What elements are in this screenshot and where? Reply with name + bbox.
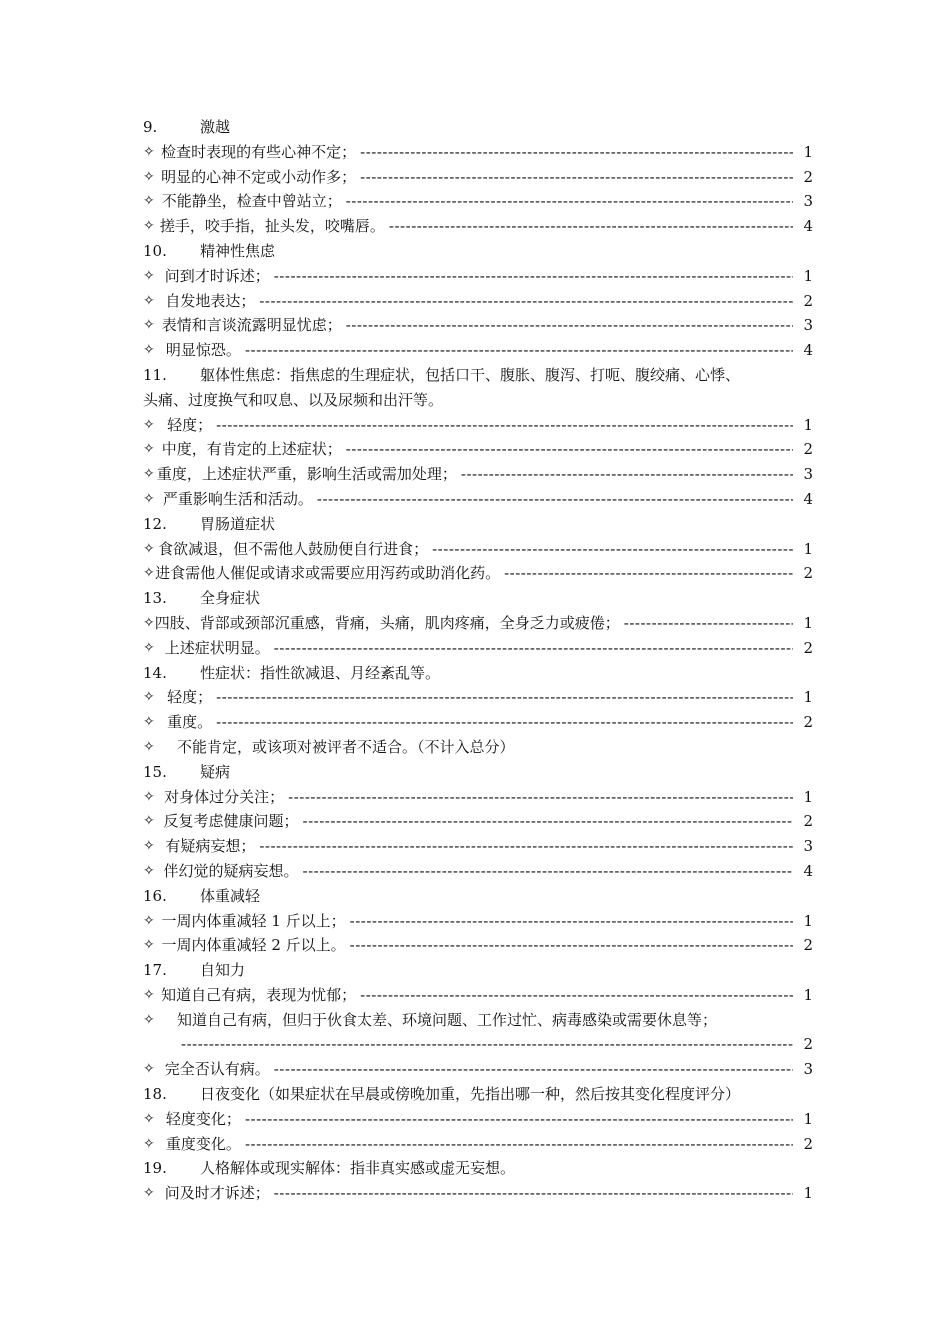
section-number: 14.	[143, 663, 167, 682]
item-score: 2	[803, 291, 813, 310]
item-score: 1	[803, 985, 813, 1004]
section-heading	[143, 1082, 813, 1107]
list-item	[143, 487, 813, 512]
dotted-leader	[356, 140, 793, 165]
section-number: 19.	[143, 1159, 167, 1178]
item-text: 一周内体重减轻 2 斤以上。	[161, 936, 346, 955]
item-score: 2	[803, 167, 813, 186]
item-score: 4	[803, 217, 813, 236]
section-title: 疑病	[200, 762, 231, 781]
dotted-leader	[270, 1057, 793, 1082]
item-text: 知道自己有病，但归于伙食太差、环境问题、工作过忙、病毒感染或需要休息等；	[177, 1010, 718, 1029]
item-text: 重度。	[167, 713, 213, 732]
dotted-leader	[428, 537, 793, 562]
item-score: 1	[803, 266, 813, 285]
item-text: 四肢、背部或颈部沉重感，背痛，头痛，肌肉疼痛，全身乏力或疲倦；	[154, 613, 620, 632]
dotted-leader	[356, 165, 793, 190]
list-item	[143, 189, 813, 214]
list-item	[143, 1181, 813, 1206]
item-text: 问到才时诉述；	[164, 266, 270, 285]
dotted-leader	[299, 809, 793, 834]
section-heading	[143, 363, 813, 388]
item-score: 3	[803, 465, 813, 484]
diamond-bullet-icon: ✧	[143, 540, 155, 557]
item-text: 对身体过分关注；	[164, 787, 285, 806]
diamond-bullet-icon: ✧	[143, 565, 155, 582]
diamond-bullet-icon: ✧	[143, 639, 155, 656]
item-score: 2	[803, 936, 813, 955]
item-text: 严重影响生活和活动。	[162, 489, 313, 508]
diamond-bullet-icon: ✧	[143, 1061, 155, 1078]
item-score: 3	[803, 1060, 813, 1079]
section-heading	[143, 958, 813, 983]
list-item	[143, 785, 813, 810]
item-score: 1	[803, 613, 813, 632]
dotted-leader	[299, 859, 793, 884]
list-item	[143, 1132, 813, 1157]
item-text: 重度，上述症状严重，影响生活或需加处理；	[156, 465, 457, 484]
diamond-bullet-icon: ✧	[143, 689, 155, 706]
dotted-leader	[356, 983, 793, 1008]
list-item	[143, 338, 813, 363]
item-score: 1	[803, 1184, 813, 1203]
diamond-bullet-icon: ✧	[143, 218, 155, 235]
dotted-leader	[212, 685, 793, 710]
diamond-bullet-icon: ✧	[143, 466, 155, 483]
dotted-leader	[241, 1107, 793, 1132]
list-item	[143, 1057, 813, 1082]
item-score: 2	[803, 440, 813, 459]
item-text: 食欲减退，但不需他人鼓励便自行进食；	[158, 539, 429, 558]
dotted-leader	[241, 1132, 793, 1157]
dotted-leader	[313, 487, 793, 512]
diamond-bullet-icon: ✧	[143, 193, 155, 210]
item-score: 4	[803, 861, 813, 880]
section-heading	[143, 239, 813, 264]
item-score: 2	[803, 1134, 813, 1153]
section-number: 12.	[143, 514, 167, 533]
item-text: 自发地表达；	[165, 291, 256, 310]
section-title: 体重减轻	[200, 886, 261, 905]
section-heading	[143, 586, 813, 611]
item-score: 4	[803, 341, 813, 360]
dotted-leader	[342, 437, 793, 462]
item-text: 轻度；	[167, 415, 213, 434]
item-score: 2	[803, 713, 813, 732]
item-score: 4	[803, 489, 813, 508]
list-item	[143, 859, 813, 884]
item-score: 3	[803, 316, 813, 335]
item-text: 检查时表现的有些心神不定；	[161, 142, 357, 161]
list-item	[143, 289, 813, 314]
list-item	[143, 685, 813, 710]
diamond-bullet-icon: ✧	[143, 1135, 155, 1152]
item-text: 中度，有肯定的上述症状；	[161, 440, 342, 459]
item-text: 完全否认有病。	[164, 1060, 270, 1079]
list-item	[143, 710, 813, 735]
item-text: 不能静坐，检查中曾站立；	[161, 192, 342, 211]
item-text: 问及时才诉述；	[164, 1184, 270, 1203]
section-title: 日夜变化（如果症状在早晨或傍晚加重，先指出哪一种，然后按其变化程度评分）	[200, 1085, 741, 1104]
dotted-leader	[177, 1032, 793, 1057]
dotted-leader	[620, 611, 793, 636]
item-text: 知道自己有病，表现为忧郁；	[161, 985, 357, 1004]
section-heading	[143, 1156, 813, 1181]
section-title-continued: 头痛、过度换气和叹息、以及尿频和出汗等。	[143, 390, 444, 409]
dotted-leader	[385, 214, 793, 239]
dotted-leader	[270, 636, 793, 661]
dotted-leader	[500, 561, 793, 586]
section-number: 18.	[143, 1085, 167, 1104]
section-title: 人格解体或现实解体：指非真实感或虚无妄想。	[200, 1159, 516, 1178]
section-heading	[143, 884, 813, 909]
dotted-leader	[255, 834, 793, 859]
item-score: 3	[803, 837, 813, 856]
list-item	[143, 809, 813, 834]
item-score: 1	[803, 911, 813, 930]
dotted-leader	[241, 338, 793, 363]
dotted-leader	[342, 313, 793, 338]
diamond-bullet-icon: ✧	[143, 1110, 155, 1127]
item-text: 伴幻觉的疑病妄想。	[163, 861, 299, 880]
list-item	[143, 537, 813, 562]
list-item	[143, 636, 813, 661]
item-text: 轻度变化；	[165, 1109, 241, 1128]
list-item-continued	[143, 1032, 813, 1057]
diamond-bullet-icon: ✧	[143, 1011, 155, 1028]
section-title: 全身症状	[200, 589, 261, 608]
section-title: 胃肠道症状	[200, 514, 276, 533]
item-text: 重度变化。	[165, 1134, 241, 1153]
dotted-leader	[212, 710, 793, 735]
section-number: 9.	[143, 118, 158, 136]
list-item	[143, 264, 813, 289]
section-title: 精神性焦虑	[200, 241, 276, 260]
list-item	[143, 611, 813, 636]
list-item	[143, 983, 813, 1008]
diamond-bullet-icon: ✧	[143, 738, 155, 755]
section-heading	[143, 512, 813, 537]
diamond-bullet-icon: ✧	[143, 441, 155, 458]
diamond-bullet-icon: ✧	[143, 614, 155, 631]
diamond-bullet-icon: ✧	[143, 862, 155, 879]
dotted-leader	[346, 909, 793, 934]
section-number: 15.	[143, 762, 167, 781]
item-score: 3	[803, 192, 813, 211]
list-item	[143, 1107, 813, 1132]
item-score: 1	[803, 539, 813, 558]
dotted-leader	[342, 189, 793, 214]
section-number: 13.	[143, 589, 167, 608]
item-text: 上述症状明显。	[164, 638, 270, 657]
section-number: 11.	[143, 365, 167, 384]
item-score: 1	[803, 142, 813, 161]
diamond-bullet-icon: ✧	[143, 912, 155, 929]
section-number: 16.	[143, 886, 167, 905]
item-text: 进食需他人催促或请求或需要应用泻药或助消化药。	[155, 564, 501, 583]
dotted-leader	[284, 785, 793, 810]
list-item	[143, 214, 813, 239]
diamond-bullet-icon: ✧	[143, 986, 155, 1003]
item-score: 2	[803, 1035, 813, 1054]
list-item	[143, 561, 813, 586]
diamond-bullet-icon: ✧	[143, 168, 155, 185]
section-heading	[143, 760, 813, 785]
item-text: 表情和言谈流露明显忧虑；	[161, 316, 342, 335]
item-text: 一周内体重减轻 1 斤以上；	[161, 911, 346, 930]
dotted-leader	[270, 1181, 793, 1206]
item-text: 明显的心神不定或小动作多；	[161, 167, 357, 186]
diamond-bullet-icon: ✧	[143, 490, 155, 507]
diamond-bullet-icon: ✧	[143, 838, 155, 855]
document-page	[143, 115, 813, 1206]
section-title: 躯体性焦虑：指焦虑的生理症状，包括口干、腹胀、腹泻、打呃、腹绞痛、心悸、	[200, 365, 741, 384]
list-item	[143, 165, 813, 190]
section-number: 17.	[143, 961, 167, 980]
item-text: 有疑病妄想；	[165, 837, 256, 856]
diamond-bullet-icon: ✧	[143, 714, 155, 731]
section-heading	[143, 661, 813, 686]
diamond-bullet-icon: ✧	[143, 1185, 155, 1202]
item-score: 1	[803, 1109, 813, 1128]
list-item	[143, 462, 813, 487]
list-item	[143, 933, 813, 958]
dotted-leader	[457, 462, 793, 487]
item-text: 明显惊恐。	[165, 341, 241, 360]
section-title: 激越	[200, 118, 231, 136]
dotted-leader	[346, 933, 793, 958]
item-score: 2	[803, 564, 813, 583]
section-title: 自知力	[200, 961, 246, 980]
diamond-bullet-icon: ✧	[143, 292, 155, 309]
dotted-leader	[270, 264, 793, 289]
diamond-bullet-icon: ✧	[143, 813, 155, 830]
section-number: 10.	[143, 241, 167, 260]
diamond-bullet-icon: ✧	[143, 317, 155, 334]
item-score: 1	[803, 787, 813, 806]
item-text: 不能肯定，或该项对被评者不适合。（不计入总分）	[177, 737, 515, 756]
item-score: 1	[803, 415, 813, 434]
list-item	[143, 1008, 813, 1033]
diamond-bullet-icon: ✧	[143, 416, 155, 433]
diamond-bullet-icon: ✧	[143, 267, 155, 284]
list-item	[143, 735, 813, 760]
list-item	[143, 909, 813, 934]
diamond-bullet-icon: ✧	[143, 937, 155, 954]
list-item	[143, 413, 813, 438]
item-text: 轻度；	[167, 688, 213, 707]
diamond-bullet-icon: ✧	[143, 788, 155, 805]
list-item	[143, 437, 813, 462]
item-score: 1	[803, 688, 813, 707]
diamond-bullet-icon: ✧	[143, 342, 155, 359]
item-text: 反复考虑健康问题；	[163, 812, 299, 831]
section-heading	[143, 115, 813, 140]
dotted-leader	[255, 289, 793, 314]
item-score: 2	[803, 812, 813, 831]
list-item	[143, 834, 813, 859]
list-item	[143, 313, 813, 338]
section-title: 性症状：指性欲减退、月经紊乱等。	[200, 663, 441, 682]
item-text: 搓手，咬手指，扯头发，咬嘴唇。	[159, 217, 385, 236]
dotted-leader	[212, 413, 793, 438]
list-item	[143, 140, 813, 165]
item-score: 2	[803, 638, 813, 657]
diamond-bullet-icon: ✧	[143, 143, 155, 160]
